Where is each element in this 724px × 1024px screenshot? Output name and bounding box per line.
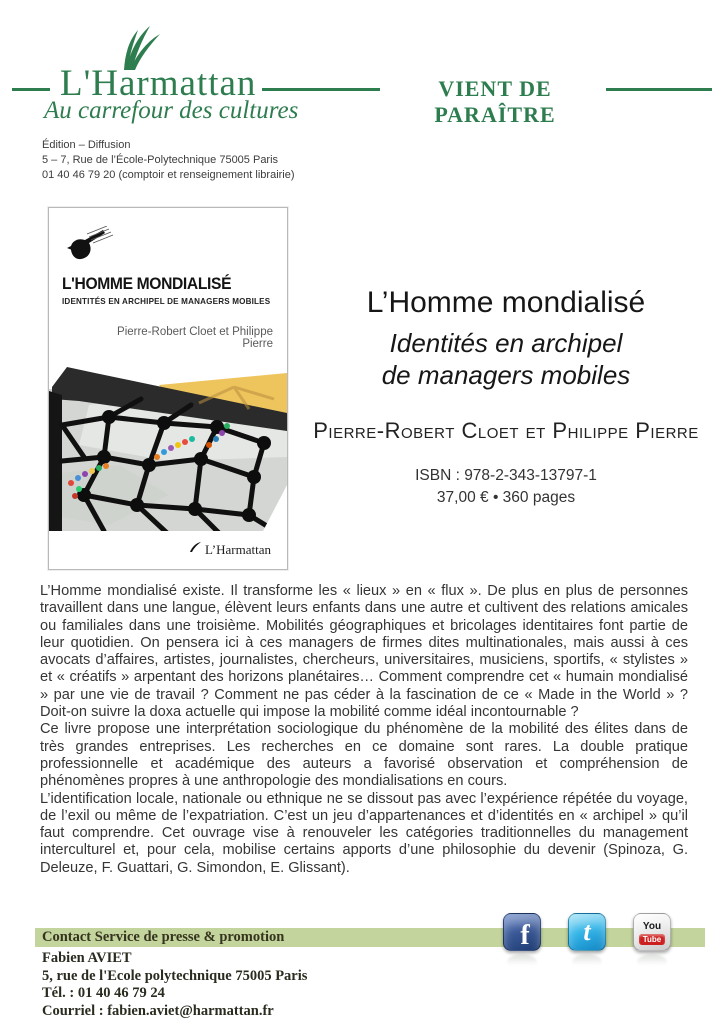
cover-publisher-imprint [189, 542, 271, 558]
cover-subtitle: IDENTITÉS EN ARCHIPEL DE MANAGERS MOBILES [62, 296, 271, 306]
footer-contact-email[interactable]: Courriel : fabien.aviet@harmattan.fr [42, 1002, 274, 1019]
footer-contact-block [42, 950, 307, 1020]
address-line: 5 – 7, Rue de l’École-Polytechnique 75005 Paris [42, 154, 279, 166]
description-paragraph-1: L’Homme mondialisé existe. Il transforme les « lieux » en « flux ». De plus en plus de personnes travaillent dans une langue, élèvent leurs enfants dans une autre et cultivent des relations amicales ou familiales dans une troisième. Mobilités géographiques et bricolages identitaires font partie de leur quotidien. On pensera ici à ces managers de firmes dites multinationales, mais aussi à ces avocats d’affaires, artistes, journalistes, chercheurs, universitaires, musiciens, sportifs, « stylistes » et « créatifs » arpentant des horizons planétaires… Comment comprendre cet « humain mondialisé » par une vie de travail ? Comment ne pas céder à la fascination de ce « Made in the World » ? Doit-on suivre la doxa actuelle qui impose la mobilité comme idéal incontournable ? [40, 583, 688, 721]
address-line: 01 40 46 79 20 (comptoir et renseignement librairie) [42, 169, 295, 181]
book-authors: Pierre-Robert Cloet et Philippe Pierre [313, 418, 699, 443]
book-cover [48, 207, 288, 570]
cover-title: L'HOMME MONDIALISÉ [62, 274, 232, 293]
publisher-address-block [42, 138, 295, 183]
book-info-block [300, 286, 712, 507]
publisher-tagline: Au carrefour des cultures [44, 97, 299, 124]
footer-contact-address: 5, rue de l'Ecole polytechnique 75005 Paris [42, 967, 308, 984]
youtube-glyph-bottom: Tube [639, 934, 666, 945]
header-rule-left [12, 88, 50, 91]
social-icons [500, 913, 700, 983]
facebook-icon[interactable] [503, 913, 541, 951]
address-line: Édition – Diffusion [42, 139, 131, 151]
book-isbn: ISBN : 978-2-343-13797-1 [415, 467, 597, 484]
banner-rule-left [262, 88, 380, 91]
youtube-icon[interactable] [633, 913, 671, 951]
book-subtitle-line2: de managers mobiles [381, 360, 631, 390]
cover-authors: Pierre-Robert Cloet et Philippe Pierre [117, 326, 273, 350]
footer-contact-name: Fabien AVIET [42, 950, 132, 966]
description-paragraph-2: Ce livre propose une interprétation sociologique du phénomène de la mobilité des élites dans de très grandes entreprises. Les recherches en ce domaine sont rares. La double pratique professionnelle et académique des auteurs a favorisé observation et compréhension de phénomènes propres à une anthropologie des mondialisations en cours. [40, 721, 688, 790]
footer-contact-heading: Contact Service de presse & promotion [42, 929, 285, 945]
footer-contact-phone: Tél. : 01 40 46 79 24 [42, 985, 165, 1001]
cover-network-artwork [49, 365, 287, 538]
publisher-logo-text: L'Harmattan [60, 63, 257, 104]
description-paragraph-3: L’identification locale, nationale ou ethnique ne se dissout pas avec l’expérience répétée du voyage, de l’exil ou même de l’expatriation. C’est un jeu d’appartenances et d’identités en « archipel » qu’il faut comprendre. Cet ouvrage vise à renouveler les catégories traditionnelles du management interculturel et, pour cela, mobilise certains apports d’une philosophie du devenir (Spinoza, G. Deleuze, F. Guattari, G. Simondon, E. Glissant). [40, 790, 688, 876]
book-subtitle [300, 327, 712, 391]
book-description [40, 583, 688, 877]
twitter-icon[interactable] [568, 913, 606, 951]
banner-rule-right [606, 88, 712, 91]
facebook-glyph: f [520, 920, 530, 951]
book-subtitle-line1: Identités en archipel [389, 328, 623, 358]
quill-icon [189, 540, 204, 555]
cover-bird-logo-icon [63, 226, 125, 268]
book-title: L’Homme mondialisé [366, 286, 646, 319]
twitter-glyph: t [583, 917, 591, 946]
youtube-glyph-top: You [642, 921, 662, 932]
book-price-pages: 37,00 € • 360 pages [436, 489, 576, 506]
banner-vient-de-paraitre: VIENT DE PARAÎTRE [434, 76, 556, 127]
cover-publisher-text: L’Harmattan [205, 542, 271, 557]
